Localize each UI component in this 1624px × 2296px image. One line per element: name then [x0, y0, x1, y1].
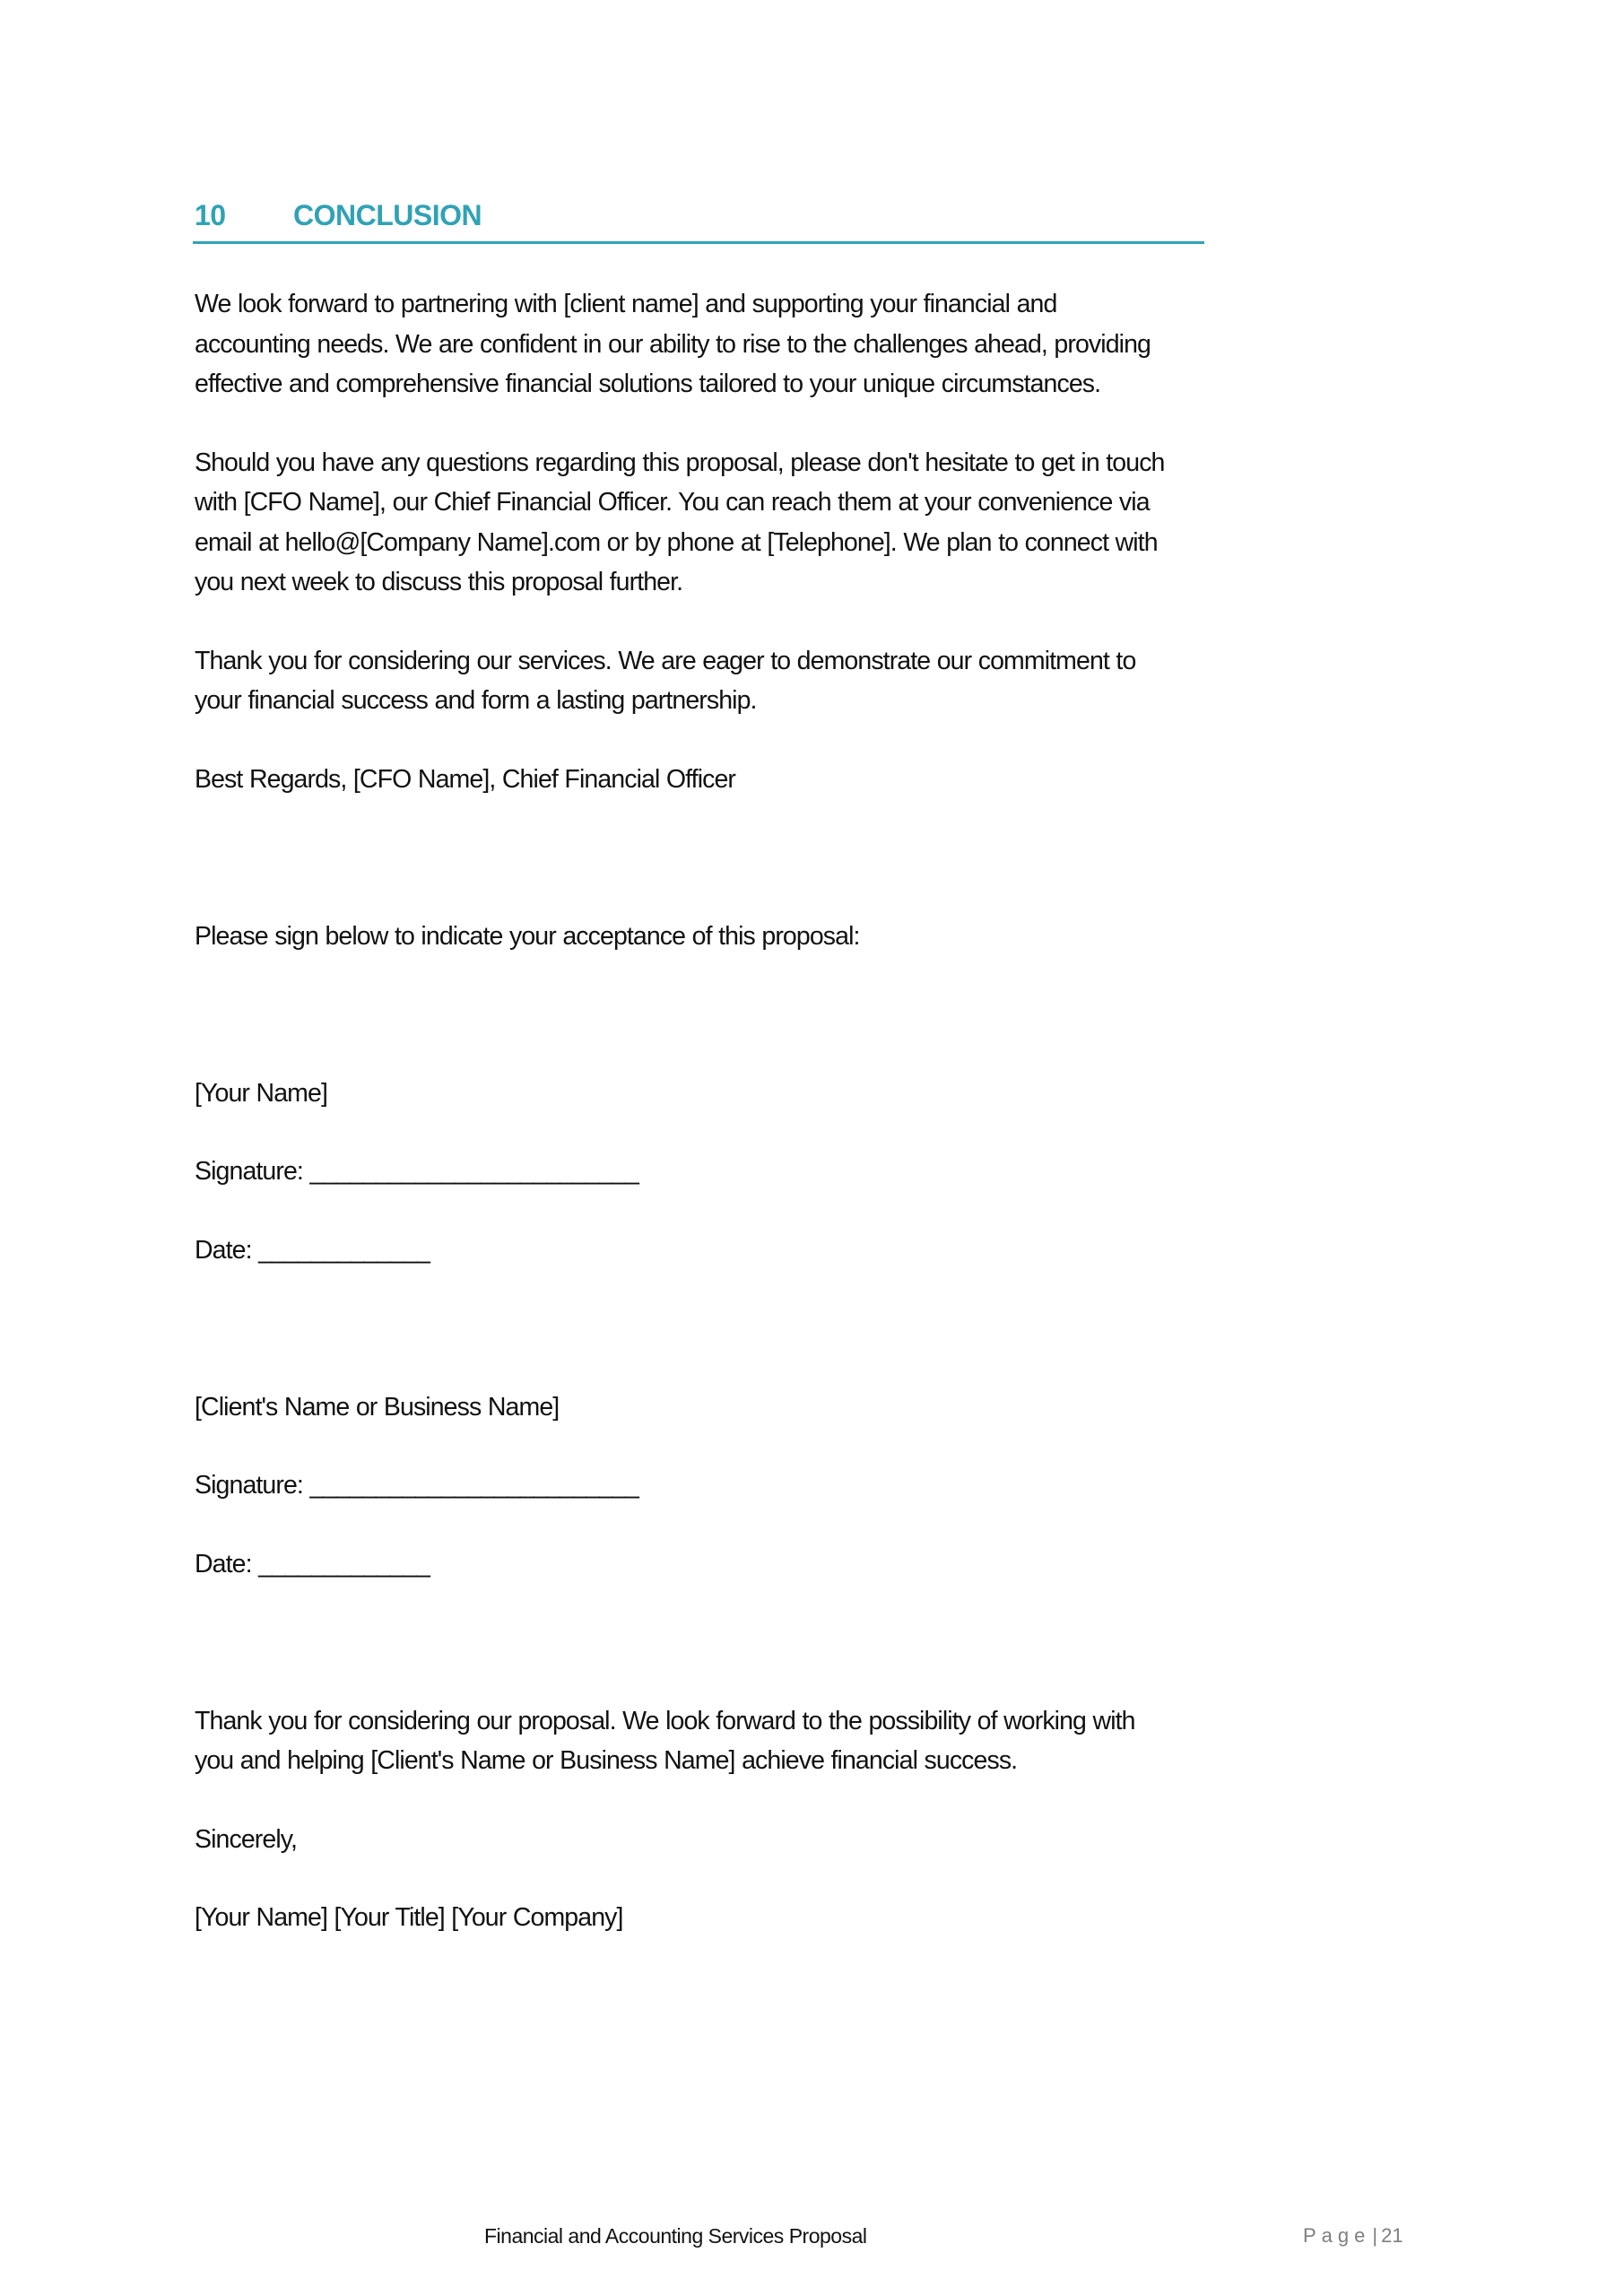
- date-label: Date:: [195, 1235, 252, 1265]
- client-signature-field[interactable]: [195, 1465, 1468, 1506]
- client-name: [Client's Name or Business Name]: [195, 1392, 560, 1422]
- thanks-paragraph: [195, 641, 1468, 721]
- signature-blank[interactable]: _________________________: [309, 1471, 638, 1500]
- text-line: accounting needs. We are confident in our ability to rise to the challenges ahead, providing: [195, 329, 1151, 359]
- date-blank[interactable]: _____________: [258, 1235, 430, 1265]
- text-line: your financial success and form a lasting partnership.: [195, 686, 757, 715]
- text-line: We look forward to partnering with [client name] and supporting your financial and: [195, 290, 1057, 318]
- text-line: email at hello@[Company Name].com or by phone at [Telephone]. We plan to connect with: [195, 527, 1158, 557]
- page-number: 21: [1381, 2224, 1403, 2247]
- sign-prompt: Please sign below to indicate your acceptance of this proposal:: [195, 921, 860, 951]
- page-label: Page: [1303, 2224, 1371, 2247]
- footer-page-number: [1303, 2222, 1403, 2249]
- client-date-field[interactable]: [195, 1544, 1468, 1585]
- text-line: with [CFO Name], our Chief Financial Officer. You can reach them at your convenience via: [195, 488, 1150, 517]
- provider-name: [Your Name]: [195, 1078, 327, 1108]
- text-line: you and helping [Client's Name or Business Name] achieve financial success.: [195, 1746, 1018, 1775]
- contact-paragraph: [195, 443, 1468, 603]
- blank-paragraph: [195, 1309, 1468, 1349]
- blank-paragraph: [195, 1622, 1468, 1663]
- date-blank[interactable]: _____________: [258, 1549, 430, 1578]
- signature-blank[interactable]: _________________________: [309, 1157, 638, 1186]
- sender-line: [Your Name] [Your Title] [Your Company]: [195, 1903, 623, 1932]
- provider-date-field[interactable]: [195, 1231, 1468, 1271]
- section-number: 10: [195, 199, 226, 231]
- signature-label: Signature:: [195, 1157, 303, 1186]
- intro-paragraph: [195, 284, 1468, 404]
- text-line: you next week to discuss this proposal further.: [195, 568, 683, 596]
- section-title: CONCLUSION: [293, 199, 482, 231]
- text-line: effective and comprehensive financial solutions tailored to your unique circumstances.: [195, 370, 1101, 398]
- text-line: Thank you for considering our proposal. We look forward to the possibility of working with: [195, 1706, 1135, 1735]
- salutation: Sincerely,: [195, 1824, 298, 1854]
- section-heading: [193, 199, 1204, 244]
- date-label: Date:: [195, 1549, 252, 1578]
- page-separator: |: [1372, 2224, 1378, 2247]
- text-line: Should you have any questions regarding this proposal, please don't hesitate to get in touch: [195, 448, 1165, 477]
- text-line: Thank you for considering our services. We are eager to demonstrate our commitment to: [195, 646, 1136, 675]
- regards-line: Best Regards, [CFO Name], Chief Financial Officer: [195, 764, 736, 794]
- blank-paragraph: [195, 838, 1468, 878]
- blank-paragraph: [195, 995, 1468, 1035]
- footer-document-title: Financial and Accounting Services Proposal: [484, 2224, 867, 2248]
- closing-paragraph: [195, 1701, 1468, 1781]
- document-body: [195, 284, 1468, 1977]
- provider-signature-field[interactable]: [195, 1152, 1468, 1192]
- signature-label: Signature:: [195, 1471, 303, 1500]
